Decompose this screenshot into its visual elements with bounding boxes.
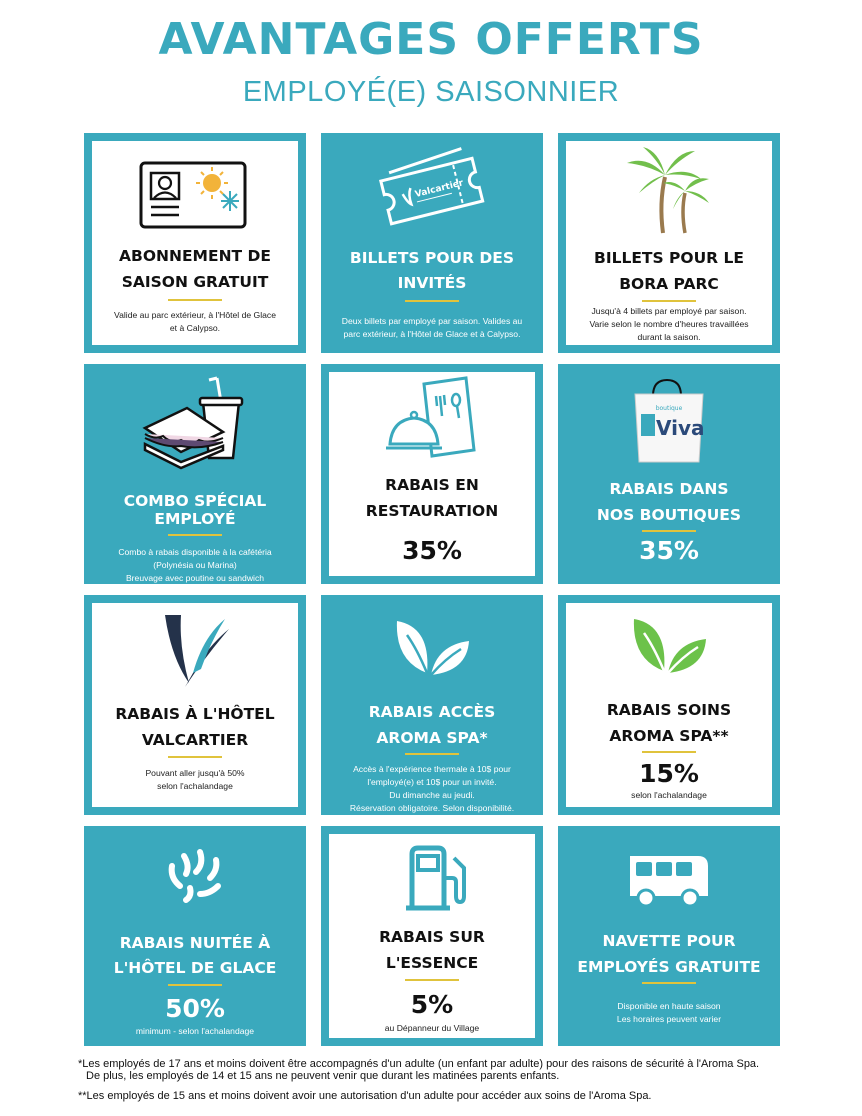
benefit-card-boutique-discount	[558, 364, 780, 584]
footnote-line-3: **Les employés de 15 ans et moins doivent avoir une autorisation d'un adulte pour accéder aux soins de l'Aroma Spa.	[78, 1090, 652, 1102]
footnote-line-1: *Les employés de 17 ans et moins doivent être accompagnés d'un adulte (un enfant par adulte) pour des raisons de sécurité à l'Aroma Spa.	[78, 1058, 760, 1070]
card-description-line-1: Pouvant aller jusqu'à 50%	[145, 768, 245, 778]
card-description-line-2: Varie selon le nombre d'heures travaillées	[589, 319, 749, 329]
page-subtitle: EMPLOYÉ(E) SAISONNIER	[242, 76, 620, 108]
bus-icon	[566, 850, 772, 910]
card-title-line-2: L'ESSENCE	[385, 954, 479, 972]
benefit-card-employee-combo	[84, 364, 306, 584]
discount-percentage: 15%	[639, 759, 699, 788]
card-title-line-2: BORA PARC	[619, 275, 719, 293]
card-title-line-1: RABAIS EN	[385, 476, 479, 494]
card-description-line-2: et à Calypso.	[169, 323, 221, 333]
card-description-line-2: selon l'achalandage	[157, 781, 233, 791]
card-description	[335, 315, 529, 341]
valcartier-logo-icon	[92, 607, 298, 693]
sandwich-drink-icon	[92, 374, 298, 474]
discount-percentage: 35%	[639, 536, 699, 565]
ticket-brand-text: Valcartier	[414, 178, 465, 200]
benefit-card-bora-parc	[558, 133, 780, 353]
card-title-line-1: RABAIS NUITÉE À	[119, 934, 271, 952]
card-title-line-2: L'HÔTEL DE GLACE	[113, 959, 277, 977]
card-description	[98, 546, 292, 585]
card-title-line-1: RABAIS DANS	[609, 480, 729, 498]
card-description-line-1: Valide au parc extérieur, à l'Hôtel de Glace	[114, 310, 276, 320]
benefit-card-hotel-valcartier	[84, 595, 306, 815]
card-description: au Dépanneur du Village	[384, 1023, 480, 1033]
benefit-card-restaurant-discount	[321, 364, 543, 584]
card-title-line-1: RABAIS SOINS	[606, 701, 732, 719]
card-description-line-2: parc extérieur, à l'Hôtel de Glace et à Calypso.	[343, 329, 521, 339]
card-divider	[168, 984, 222, 986]
card-description	[572, 1000, 766, 1026]
card-description	[98, 309, 292, 335]
discount-percentage: 50%	[165, 994, 225, 1023]
card-title-line-2: AROMA SPA**	[609, 727, 729, 745]
card-description-line-1: Deux billets par employé par saison. Valides au	[341, 316, 523, 326]
restaurant-menu-icon	[329, 376, 535, 466]
card-title-line-2: AROMA SPA*	[376, 729, 488, 747]
benefit-card-season-pass	[84, 133, 306, 353]
card-description: selon l'achalandage	[631, 790, 707, 800]
card-divider	[642, 982, 696, 984]
leaf-icon	[566, 609, 772, 679]
card-title-line-1: BILLETS POUR DES	[349, 249, 515, 267]
card-divider	[405, 300, 459, 302]
card-title-line-2: EMPLOYÉ	[154, 510, 236, 528]
card-divider	[168, 534, 222, 536]
card-description-line-1: Accès à l'expérience thermale à 10$ pour	[353, 764, 511, 774]
palm-tree-icon	[566, 145, 772, 237]
benefit-card-aroma-spa-care	[558, 595, 780, 815]
card-divider	[642, 300, 696, 302]
card-title-line-2: EMPLOYÉS GRATUITE	[577, 958, 761, 976]
card-divider	[405, 753, 459, 755]
leaf-icon	[329, 611, 535, 681]
card-description-line-2: Les horaires peuvent varier	[616, 1014, 722, 1024]
card-title-line-2: RESTAURATION	[365, 502, 499, 520]
card-description	[572, 305, 766, 344]
card-description-line-2: l'employé(e) et 10$ pour un invité.	[367, 777, 497, 787]
bag-brand-text: Viva	[656, 416, 705, 440]
card-title-line-1: RABAIS ACCÈS	[368, 703, 496, 721]
card-title-line-1: BILLETS POUR LE	[594, 249, 744, 267]
card-title-line-2: VALCARTIER	[141, 731, 249, 749]
card-description-line-4: Réservation obligatoire. Selon disponibilité.	[349, 803, 515, 813]
card-divider	[168, 756, 222, 758]
card-description-line-1: Jusqu'à 4 billets par employé par saison.	[591, 306, 747, 316]
card-divider	[642, 751, 696, 753]
benefit-card-aroma-spa-access	[321, 595, 543, 815]
card-description-line-2: (Polynésia ou Marina)	[153, 560, 237, 570]
card-title-line-2: INVITÉS	[397, 274, 467, 292]
card-title-line-1: NAVETTE POUR	[602, 932, 736, 950]
benefit-card-shuttle	[558, 826, 780, 1046]
shopping-bag-icon	[566, 374, 772, 466]
card-description-line-3: durant la saison.	[637, 332, 701, 342]
discount-percentage: 35%	[402, 536, 462, 565]
benefit-card-gas-discount	[321, 826, 543, 1046]
benefit-card-guest-tickets	[321, 133, 543, 353]
page-title: AVANTAGES OFFERTS	[158, 14, 704, 65]
card-divider	[642, 530, 696, 532]
card-title-line-1: COMBO SPÉCIAL	[123, 492, 267, 510]
season-pass-card-icon	[92, 157, 298, 231]
card-description-line-1: Disponible en haute saison	[617, 1001, 721, 1011]
card-title-line-1: RABAIS À L'HÔTEL	[115, 705, 275, 723]
card-description	[335, 763, 529, 815]
footnote-line-2: De plus, les employés de 14 et 15 ans ne peuvent venir que durant les matinées parents enfants.	[86, 1070, 560, 1082]
card-title-line-1: ABONNEMENT DE	[119, 247, 271, 265]
card-title-line-2: NOS BOUTIQUES	[596, 506, 742, 524]
card-title-line-2: SAISON GRATUIT	[121, 273, 269, 291]
card-title-line-1: RABAIS SUR	[379, 928, 485, 946]
discount-percentage: 5%	[410, 990, 454, 1019]
card-description-line-3: Du dimanche au jeudi.	[389, 790, 475, 800]
card-description-line-1: Combo à rabais disponible à la cafétéria	[118, 547, 272, 557]
ticket-icon	[329, 147, 535, 237]
benefit-card-ice-hotel	[84, 826, 306, 1046]
ice-hotel-logo-icon	[92, 844, 298, 904]
gas-pump-icon	[329, 844, 535, 914]
card-description: minimum - selon l'achalandage	[135, 1026, 255, 1036]
card-description-line-3: Breuvage avec poutine ou sandwich	[125, 573, 265, 583]
card-divider	[168, 299, 222, 301]
bag-boutique-text: boutique	[655, 405, 683, 412]
card-description	[98, 767, 292, 793]
card-divider	[405, 979, 459, 981]
